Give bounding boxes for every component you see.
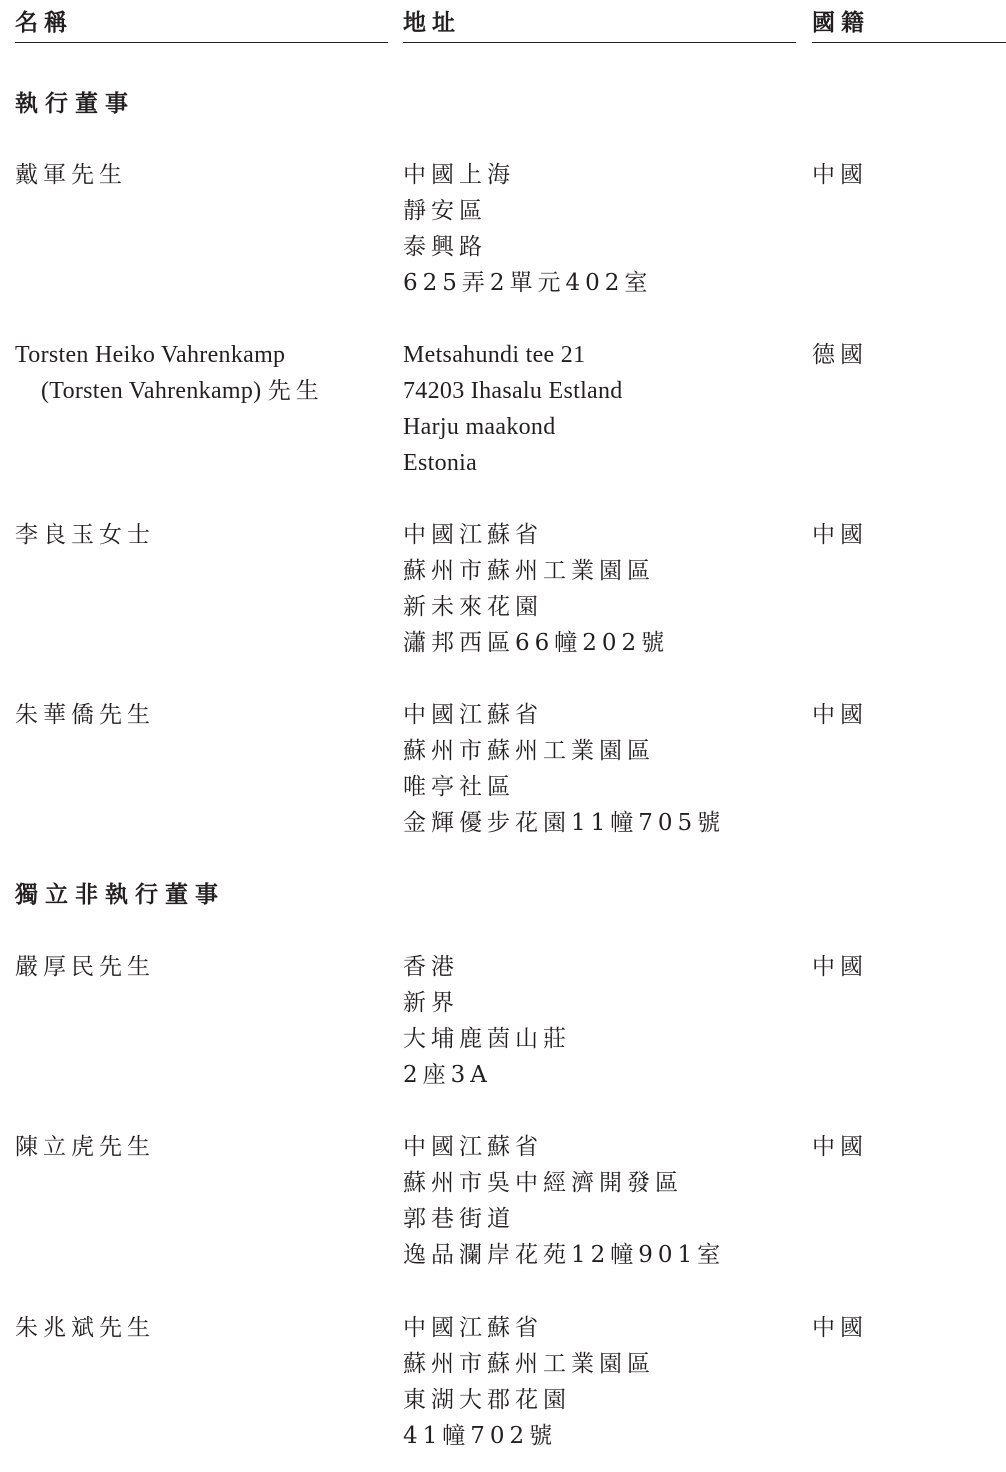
address-line: 74203 Ihasalu Estland [403, 378, 623, 404]
address-line: 中國江蘇省 [403, 1134, 543, 1160]
address-line: 中國上海 [403, 162, 515, 188]
director-name [15, 1310, 395, 1346]
director-nationality: 中國 [812, 1134, 868, 1160]
name-alias: (Torsten Vahrenkamp) [41, 378, 262, 404]
address-line: 香港 [403, 954, 459, 980]
address-line: 新界 [403, 990, 459, 1016]
director-address [403, 949, 803, 1093]
director-name [15, 337, 395, 409]
address-line: 625弄2單元402室 [403, 270, 653, 296]
director-nationality: 德國 [812, 342, 868, 368]
address-line: 中國江蘇省 [403, 522, 543, 548]
header-nationality: 國籍 [812, 4, 1006, 43]
address-line: 蘇州市蘇州工業園區 [403, 558, 655, 584]
director-address [403, 697, 803, 841]
director-name [15, 949, 395, 985]
name-honorific: 先生 [267, 378, 324, 404]
address-line: Harju maakond [403, 414, 556, 440]
address-line: 唯亭社區 [403, 774, 515, 800]
address-line: 蘇州市蘇州工業園區 [403, 738, 655, 764]
director-name [15, 517, 395, 553]
address-line: 金輝優步花園11幢705號 [403, 810, 726, 836]
director-address [403, 1310, 803, 1454]
address-line: 中國江蘇省 [403, 702, 543, 728]
section-title-independent: 獨立非執行董事 [15, 882, 225, 908]
director-address [403, 1129, 803, 1273]
director-address [403, 517, 803, 661]
address-line: 東湖大郡花園 [403, 1387, 571, 1413]
address-line: 新未來花園 [403, 594, 543, 620]
name-line: 陳立虎先生 [15, 1134, 155, 1160]
address-line: Metsahundi tee 21 [403, 342, 586, 368]
director-nationality: 中國 [812, 1315, 868, 1341]
address-line: Estonia [403, 450, 478, 476]
name-line: 嚴厚民先生 [15, 954, 155, 980]
director-address [403, 337, 803, 481]
name-line: 戴軍先生 [15, 162, 127, 188]
address-line: 瀟邦西區66幢202號 [403, 630, 670, 656]
director-nationality: 中國 [812, 522, 868, 548]
director-nationality: 中國 [812, 702, 868, 728]
address-line: 郭巷街道 [403, 1206, 515, 1232]
address-line: 靜安區 [403, 198, 487, 224]
director-nationality: 中國 [812, 954, 868, 980]
director-name [15, 157, 395, 193]
name-line: 朱兆斌先生 [15, 1315, 155, 1341]
director-address [403, 157, 803, 301]
name-line: Torsten Heiko Vahrenkamp [15, 342, 286, 368]
director-name [15, 1129, 395, 1165]
address-line: 大埔鹿茵山莊 [403, 1026, 571, 1052]
address-line: 逸品瀾岸花苑12幢901室 [403, 1242, 726, 1268]
address-line: 蘇州市蘇州工業園區 [403, 1351, 655, 1377]
name-line: 李良玉女士 [15, 522, 155, 548]
header-address: 地址 [403, 4, 796, 43]
address-line: 2座3A [403, 1062, 492, 1088]
address-line: 中國江蘇省 [403, 1315, 543, 1341]
section-title-executive: 執行董事 [15, 91, 135, 117]
director-name [15, 697, 395, 733]
address-line: 蘇州市吳中經濟開發區 [403, 1170, 683, 1196]
name-line [15, 373, 395, 409]
name-line: 朱華僑先生 [15, 702, 155, 728]
address-line: 泰興路 [403, 234, 487, 260]
address-line: 41幢702號 [403, 1423, 558, 1449]
header-name: 名稱 [15, 4, 388, 43]
director-nationality: 中國 [812, 162, 868, 188]
